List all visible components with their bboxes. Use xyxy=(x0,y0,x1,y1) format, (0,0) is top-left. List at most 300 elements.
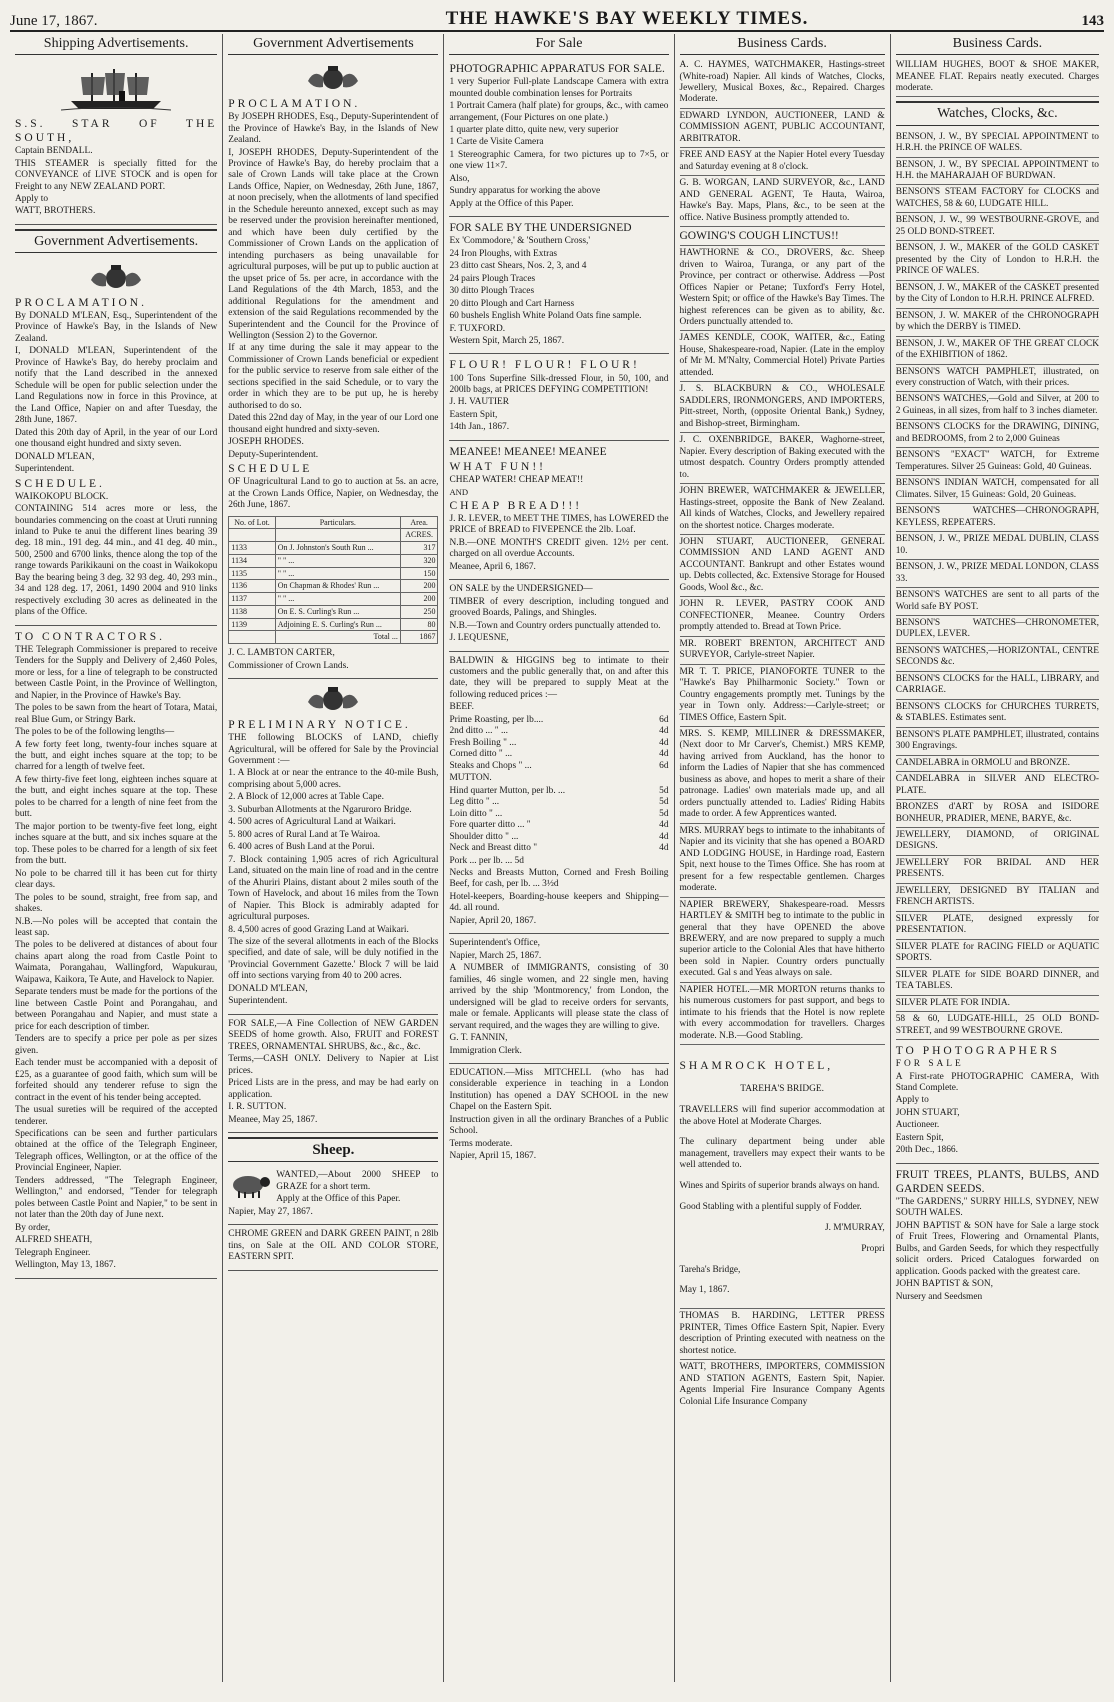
price-row xyxy=(449,715,668,726)
business-card-watt: WATT, BROTHERS, IMPORTERS, COMMISSION AND STATION AGENTS, Eastern Spit, Napier. Agents Imperial Fire Insurance Company Agents Colonial Life Insurance Company xyxy=(679,1362,885,1407)
shamrock-text: TRAVELLERS will find superior accommodation at the above Hotel at Moderate Charges. xyxy=(679,1105,885,1127)
list-item: 24 pairs Plough Traces xyxy=(449,273,536,284)
total-value: 1867 xyxy=(400,631,438,644)
schedule-title: SCHEDULE xyxy=(228,463,313,476)
fruit-sub: "The GARDENS," SURRY HILLS, SYDNEY, NEW SOUTH WALES. xyxy=(895,1196,1099,1219)
business-card: JOHN R. LEVER, PASTRY COOK AND CONFECTIONER, Meanee. Country Orders promptly attended to. Bread at Town Price. xyxy=(680,597,885,636)
garden-priced: Priced Lists are in the press, and may be had early on application. xyxy=(228,1078,439,1100)
price-item: Corned ditto " ... xyxy=(449,749,513,760)
area-cell: 150 xyxy=(400,567,438,580)
list-item: 24 Iron Ploughs, with Extras xyxy=(449,248,558,259)
price-value: 4d xyxy=(659,749,669,760)
steamship-icon xyxy=(61,65,171,113)
preliminary-item: 2. A Block of 12,000 acres at Table Cape. xyxy=(228,792,384,803)
price-row xyxy=(449,761,668,772)
proclamation-by: By JOSEPH RHODES, Esq., Deputy-Superintendent of the Province of Hawke's Bay, in the Islands of New Zealand. xyxy=(228,112,439,146)
contractors-l2: A few thirty-five feet long, eighteen inches square at the butt, and eight inches square at the top. These poles to be charred for a length of nine feet from the butt. xyxy=(15,774,218,820)
business-card: NAPIER HOTEL.—MR MORTON returns thanks to his numerous customers for past support, and begs to intimate to his friends that the Hotel is now replete with every accommodation for travellers. Charges moderate. N.B.—Good Stabling. xyxy=(680,983,885,1045)
lot-cell: 1134 xyxy=(229,554,275,567)
meanee-place: Meanee, April 6, 1867. xyxy=(449,561,536,572)
ad-chrome-green-paint xyxy=(228,1225,438,1270)
contractors-signature-title: Telegraph Engineer. xyxy=(15,1247,91,1258)
pork-line: Pork ... per lb. ... 5d xyxy=(449,855,524,866)
list-item: CANDELABRA in SILVER AND ELECTRO-PLATE. xyxy=(896,772,1099,800)
meanee-line: CHEAP WATER! CHEAP MEAT!! xyxy=(449,474,584,485)
price-value: 4d xyxy=(659,831,669,842)
table-header: No. of Lot. xyxy=(229,516,275,529)
business-card: MR T. T. PRICE, PIANOFORTE TUNER to the "Hawke's Bay Philharmonic Society." Town or Country engagements promptly met. Tunings by the year in Town only. Address:—Carlyle-street; or TIMES Office, Eastern Spit. xyxy=(680,665,885,727)
ploughs-place: Western Spit, March 25, 1867. xyxy=(449,336,565,347)
contractors-p1: The poles to be sawn from the heart of Totara, Matai, real Blue Gum, or Stringy Bark. xyxy=(15,703,218,725)
flour-signature: J. H. VAUTIER xyxy=(449,397,510,408)
proclamation-dated: Dated this 20th day of April, in the year of our Lord one thousand eight hundred and sixty seven. xyxy=(15,427,218,450)
price-value: 4d xyxy=(659,820,669,831)
table-row xyxy=(229,580,438,593)
price-item: Fore quarter ditto ... " xyxy=(449,820,531,831)
royal-crest-icon xyxy=(304,65,362,91)
proclamation-body-2: If at any time during the sale it may appear to the Commissioner of Crown Lands beneficial or expedient for the public service to reserve from sale either of the sections specified in the said Schedule, or to vary the order in which they are to be put up, he is hereby authorised to do so. xyxy=(228,343,439,411)
table-row xyxy=(229,554,438,567)
shamrock-signature-title: Propri xyxy=(861,1243,885,1254)
list-item: BENSON'S WATCHES—CHRONOGRAPH, KEYLESS, REPEATERS. xyxy=(896,504,1099,532)
column-5 xyxy=(891,34,1104,1682)
page-number: 143 xyxy=(1081,13,1104,29)
fruit-text: JOHN BAPTIST & SON have for Sale a large stock of Fruit Trees, Flowering and Ornamental Plants, Bulbs, and Garden Seeds, for which they respectfully solicit orders. Priced Catalogues forwarded on application. Goods packed with the greatest care. xyxy=(895,1220,1099,1277)
list-item: 30 ditto Plough Traces xyxy=(449,286,535,297)
preliminary-item: 6. 400 acres of Bush Land at the Porui. xyxy=(228,842,375,853)
business-card: MR. ROBERT BRENTON, ARCHITECT AND SURVEYOR, Carlyle-street Napier. xyxy=(680,637,885,665)
contractors-p4: The poles to be sound, straight, free from sap, and shakes. xyxy=(15,892,218,915)
price-item: Neck and Breast ditto " xyxy=(449,843,538,854)
photo-item: 1 quarter plate ditto, quite new, very superior xyxy=(449,124,619,135)
photog-sub: FOR SALE xyxy=(895,1059,964,1070)
list-item: SILVER PLATE, designed expressly for PRESENTATION. xyxy=(896,912,1099,940)
block-title: WAIKOKOPU BLOCK. xyxy=(15,491,109,502)
column-3 xyxy=(444,34,674,1682)
list-item: SILVER PLATE for SIDE BOARD DINNER, and TEA TABLES. xyxy=(896,968,1099,996)
list-item: BENSON'S PLATE PAMPHLET, illustrated, contains 300 Engravings. xyxy=(896,728,1099,756)
area-cell: 320 xyxy=(400,554,438,567)
table-row xyxy=(229,593,438,606)
photo-also: Also, xyxy=(449,173,470,184)
flour-date: 14th Jan., 1867. xyxy=(449,422,510,433)
photog-title: TO PHOTOGRAPHERS xyxy=(895,1045,1060,1058)
ad-garden-seeds xyxy=(228,1015,438,1133)
price-item: Prime Roasting, per lb.... xyxy=(449,714,544,725)
photog-apply: Apply to xyxy=(895,1095,929,1106)
meanee-line: MEANEE! MEANEE! MEANEE xyxy=(449,445,607,458)
contractors-signature: ALFRED SHEATH, xyxy=(15,1235,93,1246)
preliminary-item: 3. Suburban Allotments at the Ngaruroro Bridge. xyxy=(228,804,412,815)
ad-shamrock-hotel xyxy=(680,1045,885,1309)
immig-signature: G. T. FANNIN, xyxy=(449,1033,508,1044)
garden-place: Meanee, May 25, 1867. xyxy=(228,1114,318,1125)
preliminary-item: 7. Block containing 1,905 acres of rich Agricultural Land, situated on the main line of road and in the centre of the Ahuriri Plains, distant about 2 miles south of the Town of Havelock, and about 16 miles from the Town of Napier. This Block is admirably adapted for agricultural purposes. xyxy=(228,854,439,923)
price-row xyxy=(449,726,668,737)
preliminary-signature: DONALD M'LEAN, xyxy=(228,983,308,994)
price-row xyxy=(449,749,668,760)
list-item: SILVER PLATE for RACING FIELD or AQUATIC SPORTS. xyxy=(896,940,1099,968)
mutton-heading: MUTTON. xyxy=(449,773,492,784)
price-item: Steaks and Chops " ... xyxy=(449,760,532,771)
ship-title: S.S. STAR OF THE SOUTH, xyxy=(15,118,218,145)
ad-fruit-trees xyxy=(896,1164,1099,1309)
ship-body: THIS STEAMER is specially fitted for the CONVEYANCE of LIVE STOCK and is open for Freight to any NEW ZEALAND PORT. xyxy=(15,158,218,192)
ploughs-title: FOR SALE BY THE UNDERSIGNED xyxy=(449,222,632,235)
proclamation-signature-title: Superintendent. xyxy=(15,464,75,475)
price-row xyxy=(449,738,668,749)
list-item: SILVER PLATE FOR INDIA. xyxy=(896,996,1099,1012)
contractors-p8: Tenders are to specify a price per pole as per sizes given. xyxy=(15,1034,218,1056)
price-item: Loin ditto " ... xyxy=(449,808,503,819)
business-card-hughes: WILLIAM HUGHES, BOOT & SHOE MAKER, MEANEE FLAT. Repairs neatly executed. Charges moderate. xyxy=(896,58,1099,97)
total-label: Total ... xyxy=(275,631,400,644)
list-item: JEWELLERY, DESIGNED BY ITALIAN and FRENCH ARTISTS. xyxy=(896,884,1099,912)
business-card: JAMES KENDLE, COOK, WAITER, &c., Eating House, Shakespeare-road, Napier. (Late in the employ of Mr M. M'Nalty, Commercial Hotel) Private Parties attended. xyxy=(680,331,885,382)
contractors-l3: The major portion to be twenty-five feet long, eight inches square at the butt, and six inches square at the top. These poles to be charred for a length of six feet from the butt. xyxy=(15,821,218,867)
shamrock-text-3: Wines and Spirits of superior brands always on hand. xyxy=(679,1181,880,1192)
business-card: A. C. HAYMES, WATCHMAKER, Hastings-street (White-road) Napier. All kinds of Watches, Clocks, Jewellery, Musical Boxes, &c., Repaired. Charges Moderate. xyxy=(680,58,885,109)
photo-item: Sundry apparatus for working the above xyxy=(449,186,601,197)
schedule-intro: OF Unagricultural Land to go to auction at 5s. an acre, at the Crown Lands Office, Napier, on Wednesday, the 26th June, 1867. xyxy=(228,477,439,511)
shamrock-title: SHAMROCK HOTEL, xyxy=(679,1059,834,1072)
immig-date: Napier, March 25, 1867. xyxy=(449,950,542,961)
list-item: BENSON'S "EXACT" WATCH, for Extreme Temperatures. Silver 25 Guineas: Gold, 40 Guineas. xyxy=(896,448,1099,476)
business-card: JOHN BREWER, WATCHMAKER & JEWELLER, Hastings-street, opposite the Bank of New Zealand. All kinds of Watches, Clocks, and Jewellery repaired on the shortest notice. Charges moderate. xyxy=(680,484,885,535)
meanee-line: AND xyxy=(449,487,469,498)
contractors-title: TO CONTRACTORS. xyxy=(15,630,166,643)
lot-cell: 1136 xyxy=(229,580,275,593)
list-item: JEWELLERY, DIAMOND, of ORIGINAL DESIGNS. xyxy=(896,828,1099,856)
proclamation-body: I, DONALD M'LEAN, Superintendent of the Province of Hawke's Bay, do hereby proclaim and notify that the Land described in the annexed Schedule will be open for public selection under the Land Regulations now in force in this Province, at the Land Office, Napier on and after Tuesday, the 28th June, 1867. xyxy=(15,346,218,426)
business-card: J. S. BLACKBURN & CO., WHOLESALE SADDLERS, IRONMONGERS, AND IMPORTERS, Pitt-street, North, (opposite Oriental Bank,) Sydney, and Bishop-street, Birmingham. xyxy=(680,382,885,433)
list-item: CANDELABRA in ORMOLU and BRONZE. xyxy=(896,756,1099,772)
photo-item: 1 very Superior Full-plate Landscape Camera with extra mounted double combination lenses for Portraits xyxy=(449,77,669,99)
contractors-p12: Tenders addressed, "The Telegraph Engineer, Wellington," and endorsed, "Tender for telegraph poles between Castle Point and Napier," to be sent in not later than the 20th day of June next. xyxy=(15,1175,218,1221)
ad-to-contractors xyxy=(15,626,217,1279)
photog-date: 20th Dec., 1866. xyxy=(895,1145,958,1156)
immig-office: Superintendent's Office, xyxy=(449,938,541,949)
section-header-for-sale: For Sale xyxy=(449,34,668,55)
section-header-watches: Watches, Clocks, &c. xyxy=(896,101,1099,125)
price-item: Shoulder ditto " ... xyxy=(449,831,519,842)
shamrock-sub: TAREHA'S BRIDGE. xyxy=(740,1084,824,1095)
list-item: BENSON'S CLOCKS for the DRAWING, DINING, and BEDROOMS, from 2 to 2,000 Guineas xyxy=(896,420,1099,448)
proclamation-signature-title: Deputy-Superintendent. xyxy=(228,449,319,460)
ad-ploughs xyxy=(449,217,668,354)
list-item: BENSON, J. W., PRIZE MEDAL LONDON, CLASS 33. xyxy=(896,560,1099,588)
price-row xyxy=(449,820,668,831)
list-item: BENSON, J. W., BY SPECIAL APPOINTMENT to H.R.H. the PRINCE OF WALES. xyxy=(896,130,1099,158)
price-value: 5d xyxy=(659,808,669,819)
meanee-text: J. R. LEVER, to MEET THE TIMES, has LOWERED the PRICE of BREAD to FIVEPENCE the 2lb. Loaf. xyxy=(449,513,669,536)
ad-star-of-the-south xyxy=(15,58,217,225)
neck-line: Necks and Breasts Mutton, Corned and Fresh Boiling Beef, for cash, per lb. ... 3½d xyxy=(449,867,669,890)
lot-cell: 1137 xyxy=(229,593,275,606)
preliminary-item: 5. 800 acres of Rural Land at Te Wairoa. xyxy=(228,829,381,840)
area-cell: 250 xyxy=(400,605,438,618)
list-item: BENSON, J. W., 99 WESTBOURNE-GROVE, and 25 OLD BOND-STREET. xyxy=(896,213,1099,241)
immig-signature-title: Immigration Clerk. xyxy=(449,1045,522,1056)
list-item: BENSON'S CLOCKS for the HALL, LIBRARY, and CARRIAGE. xyxy=(896,672,1099,700)
proclamation-dated: Dated this 22nd day of May, in the year of our Lord one thousand eight hundred and sixty-seven. xyxy=(228,413,439,435)
particulars-cell: On J. Johnston's South Run ... xyxy=(275,542,400,555)
meanee-line: CHEAP BREAD!!! xyxy=(449,499,583,512)
area-cell: 200 xyxy=(400,580,438,593)
ad-proclamation-rhodes xyxy=(228,58,438,679)
shamrock-date: May 1, 1867. xyxy=(679,1285,730,1296)
table-row xyxy=(229,542,438,555)
garden-signature: I. R. SUTTON. xyxy=(228,1102,287,1113)
block-text: CONTAINING 514 acres more or less, the boundaries commencing on the coast at Uruti running inland to Puke te anui the different lines bearing 39 deg. 18 min., 191 deg. 44 min., and 41 deg. 40 min., 500, 2500 and 6700 links, thence along the top of the range towards Parikikauni on the coast in Waikokopu Bay the bearing being 3 deg. 32 93 deg. 40, 293 min., 34 and 128 deg. 17, 2061, 1490 2004 and 910 links respectively excluding 30 acres as delineated in the plans of the Office. xyxy=(15,504,218,618)
garden-title: FOR SALE,—A Fine Collection of NEW GARDEN SEEDS of home growth. Also, FRUIT and FOREST TREES, ORNAMENTAL SHRUBS, &c., &c., &c. xyxy=(228,1018,439,1052)
royal-crest-icon xyxy=(87,264,145,290)
particulars-cell: " " ... xyxy=(275,567,400,580)
list-item: 60 bushels English White Poland Oats fine sample. xyxy=(449,311,642,322)
butcher-intro: BALDWIN & HIGGINS beg to intimate to their customers and the public generally that, on and after this date, they will be prepared to supply Meat at the following reduced prices :— xyxy=(449,655,669,700)
price-value: 6d xyxy=(659,714,669,725)
ad-immigrants xyxy=(449,934,668,1064)
price-row xyxy=(449,797,668,808)
particulars-cell: " " ... xyxy=(275,593,400,606)
business-card: J. C. OXENBRIDGE, BAKER, Waghorne-street, Napier. Every description of Baking executed with the utmost despatch. Country Orders promptly attended to. xyxy=(680,433,885,484)
section-header-government-2: Government Advertisements xyxy=(228,34,438,55)
section-header-sheep: Sheep. xyxy=(228,1137,438,1162)
price-row xyxy=(449,832,668,843)
preliminary-item: 1. A Block at or near the entrance to the 40-mile Bush, comprising about 5,000 acres. xyxy=(228,768,439,790)
column-1 xyxy=(10,34,223,1682)
hotel-line: Hotel-keepers, Boarding-house keepers and Shipping—4d. all round. xyxy=(449,891,669,914)
list-item: BENSON, J. W., MAKER of the CASKET presented by the City of London to H.R.H. PRINCE ALFRED. xyxy=(896,281,1099,309)
table-header: Area. xyxy=(400,516,438,529)
business-card: GOWING'S COUGH LINCTUS!! xyxy=(680,227,885,246)
business-card: EDWARD LYNDON, AUCTIONEER, LAND & COMMISSION AGENT, PUBLIC ACCOUNTANT, ARBITRATOR. xyxy=(680,109,885,148)
preliminary-intro: THE following BLOCKS of LAND, chiefly Agricultural, will be offered for Sale by the Provincial Government :— xyxy=(228,733,439,766)
flour-title: FLOUR! FLOUR! FLOUR! xyxy=(449,359,640,372)
meanee-nb: N.B.—ONE MONTH'S CREDIT given. 12½ per cent. charged on all overdue Accounts. xyxy=(449,537,669,560)
royal-crest-icon xyxy=(304,686,362,712)
business-card: NAPIER BREWERY, Shakespeare-road. Messrs HARTLEY & SMITH beg to intimate to the public in general that they have OPENED the above BREWERY, and are now prepared to supply a much superior article to the Colonial Ales that have hitherto been sold in Napier. Country orders punctually executed. Gal s and Yeas always on sale. xyxy=(680,898,885,983)
newspaper-title: THE HAWKE'S BAY WEEKLY TIMES. xyxy=(445,8,809,29)
sheep-apply: Apply at the Office of this Paper. xyxy=(276,1194,401,1205)
butcher-place: Napier, April 20, 1867. xyxy=(449,915,537,926)
price-value: 5d xyxy=(659,785,669,796)
fruit-signature: JOHN BAPTIST & SON, xyxy=(895,1279,993,1290)
educ-text-2: Instruction given in all the ordinary Branches of a Public School. xyxy=(449,1114,669,1137)
column-4 xyxy=(675,34,891,1682)
contractors-order: By order, xyxy=(15,1222,51,1233)
ad-proclamation-mlean xyxy=(15,257,217,626)
price-value: 4d xyxy=(659,843,669,854)
proclamation-title: PROCLAMATION. xyxy=(15,297,147,309)
particulars-cell: On Chapman & Rhodes' Run ... xyxy=(275,580,400,593)
contractors-p10: The usual sureties will be required of the accepted tenderer. xyxy=(15,1105,218,1127)
proclamation-signature: JOSEPH RHODES. xyxy=(228,437,304,448)
list-item: BENSON'S WATCHES are sent to all parts of the World safe BY POST. xyxy=(896,588,1099,616)
price-value: 5d xyxy=(659,797,669,808)
price-value: 4d xyxy=(659,737,669,748)
table-row xyxy=(229,567,438,580)
list-item: BRONZES d'ART by ROSA and ISIDORE BONHEUR, PRADIER, MENE, BARYE, &c. xyxy=(896,800,1099,828)
newspaper-page xyxy=(10,8,1104,1684)
list-item: 23 ditto cast Shears, Nos. 2, 3, and 4 xyxy=(449,261,587,272)
proclamation-by: By DONALD M'LEAN, Esq., Superintendent of the Province of Hawke's Bay, in the Islands of New Zealand. xyxy=(15,311,218,344)
lot-cell: 1135 xyxy=(229,567,275,580)
contractors-p6: The poles to be delivered at distances of about four chains apart along the road from Castle Point to Waimata, Porangahau, Wallingford, Wapukurau, Waipawa, Kaikora, Te Aute, and Havelock to Napier. xyxy=(15,940,218,985)
photo-item: 1 Stereographic Camera, for two pictures up to 7×5, or one view 11×7. xyxy=(449,149,669,172)
table-row xyxy=(229,605,438,618)
preliminary-item: 8. 4,500 acres of good Grazing Land at Waikari. xyxy=(228,924,409,935)
table-header: Particulars. xyxy=(275,516,400,529)
section-header-government: Government Advertisements. xyxy=(15,229,217,253)
price-value: 4d xyxy=(659,726,669,737)
price-item: Fresh Boiling " ... xyxy=(449,737,517,748)
proclamation-title: PROCLAMATION. xyxy=(228,98,361,111)
lot-cell: 1138 xyxy=(229,605,275,618)
ad-sheep-wanted xyxy=(228,1166,438,1225)
contractors-place: Wellington, May 13, 1867. xyxy=(15,1260,116,1271)
photog-text: A First-rate PHOTOGRAPHIC CAMERA, With Stand Complete. xyxy=(895,1071,1099,1093)
list-item: BENSON'S WATCH PAMPHLET, illustrated, on every construction of Watch, with their prices. xyxy=(896,365,1099,393)
ad-preliminary-notice xyxy=(228,679,438,1015)
issue-date: June 17, 1867. xyxy=(10,13,98,29)
photo-apply: Apply at the Office of this Paper. xyxy=(449,198,574,209)
ad-timber xyxy=(449,580,668,651)
list-item: BENSON, J. W., PRIZE MEDAL DUBLIN, CLASS 10. xyxy=(896,532,1099,560)
lot-cell: 1133 xyxy=(229,542,275,555)
ship-captain: Captain BENDALL. xyxy=(15,146,93,157)
business-card: G. B. WORGAN, LAND SURVEYOR, &c., LAND AND GENERAL AGENT, Te Hauta, Wairoa, Hawke's Bay. Maps, Plans, &c., to be seen at the office. Native Business promptly attended to. xyxy=(680,176,885,227)
ship-apply: Apply to xyxy=(15,193,49,204)
contractors-p3: No pole to be charred till it has been cut for thirty clear days. xyxy=(15,868,218,891)
beef-heading: BEEF. xyxy=(449,702,474,713)
list-item: 58 & 60, LUDGATE-HILL, 25 OLD BOND-STREET, and 99 WESTBOURNE GROVE. xyxy=(896,1012,1099,1040)
list-item: BENSON'S WATCHES,—Gold and Silver, at 200 to 2 Guineas, in all sizes, from half to 3 inches diameter. xyxy=(896,392,1099,420)
preliminary-signature-title: Superintendent. xyxy=(228,996,288,1007)
timber-text: TIMBER of every description, including tongued and grooved Boards, Palings, and Shingles. xyxy=(449,596,669,619)
photog-place: Eastern Spit, xyxy=(895,1132,944,1143)
list-item: BENSON, J. W., MAKER of the GOLD CASKET presented by the City of London to H.R.H. the PRINCE OF WALES. xyxy=(896,241,1099,280)
list-item: BENSON, J. W., BY SPECIAL APPOINTMENT to H.H. the MAHARAJAH OF BURDWAN. xyxy=(896,158,1099,186)
business-card-harding: THOMAS B. HARDING, LETTER PRESS PRINTER, Times Office Eastern Spit, Napier. Every description of Printing executed with neatness on the shortest notice. xyxy=(680,1309,885,1360)
section-header-shipping: Shipping Advertisements. xyxy=(15,34,217,55)
area-cell: 200 xyxy=(400,593,438,606)
educ-terms: Terms moderate. xyxy=(449,1138,513,1149)
particulars-cell: On E. S. Curling's Run ... xyxy=(275,605,400,618)
contractors-p7: Separate tenders must be made for the portions of the line between Castle Point and Porangahau, and between Porangahau and Napier, and must state a price for each description of timber. xyxy=(15,987,218,1032)
contractors-p11: Specifications can be seen and further particulars obtained at the office of the Telegraph Engineer, Telegraph offices, Wellington, or at the office of the Provincial Engineer, Napier. xyxy=(15,1128,218,1174)
list-item: JEWELLERY FOR BRIDAL AND HER PRESENTS. xyxy=(896,856,1099,884)
timber-signature: J. LEQUESNE, xyxy=(449,633,509,644)
section-header-business-cards: Business Cards. xyxy=(680,34,885,55)
price-item: Leg ditto " ... xyxy=(449,797,500,808)
business-card: JOHN STUART, AUCTIONEER, GENERAL COMMISSION AND LAND AGENT AND ACCOUNTANT. Bankrupt and other Estates wound up. Debts collected, &c. Extensive Storage for Housed Goods, Wool &c., &c. xyxy=(680,535,885,597)
preliminary-item: 4. 500 acres of Agricultural Land at Waikari. xyxy=(228,817,396,828)
ad-photographic-apparatus xyxy=(449,58,668,217)
paint-text: CHROME GREEN and DARK GREEN PAINT, n 28lb tins, on Sale at the OIL AND COLOR STORE, EASTERN SPIT. xyxy=(228,1229,439,1263)
table-row xyxy=(229,618,438,631)
photog-signature-title: Auctioneer. xyxy=(895,1120,940,1131)
sheep-icon xyxy=(228,1171,272,1199)
shamrock-text-4: Good Stabling with a plentiful supply of Fodder. xyxy=(679,1202,862,1213)
sheep-place: Napier, May 27, 1867. xyxy=(228,1206,313,1217)
shamrock-place: Tareha's Bridge, xyxy=(679,1264,741,1275)
price-item: Hind quarter Mutton, per lb. ... xyxy=(449,785,566,796)
list-item: BENSON'S WATCHES,—HORIZONTAL, CENTRE SECONDS &c. xyxy=(896,644,1099,672)
sheep-title: WANTED,—About 2000 SHEEP to GRAZE for a short term. xyxy=(276,1170,439,1192)
column-2 xyxy=(223,34,444,1682)
contractors-p9: Each tender must be accompanied with a deposit of £25, as a guarantee of good faith, which sum will be forfeited should any tenderer refuse to sign the contract in the event of his tender being accepted. xyxy=(15,1058,218,1103)
flour-place: Eastern Spit, xyxy=(449,409,498,420)
price-row xyxy=(449,786,668,797)
contractors-intro: THE Telegraph Commissioner is prepared to receive Tenders for the Supply and Delivery of 2,460 Poles, more or less, for a line of telegraph to be constructed between Castle Point, in the Province of Wellington, and Napier, in the Province of Hawke's Bay. xyxy=(15,644,218,701)
list-item: BENSON, J. W., MAKER OF THE GREAT CLOCK of the EXHIBITION of 1862. xyxy=(896,337,1099,365)
photo-item: 1 Carte de Visite Camera xyxy=(449,137,544,148)
price-row xyxy=(449,809,668,820)
area-cell: 317 xyxy=(400,542,438,555)
business-card: HAWTHORNE & CO., DROVERS, &c. Sheep driven to Wairoa, Turanga, or any part of the Province, per contract or otherwise. Address —Post Offices Napier or Petane; Tuxford's Ferry Hotel, Western Spit; or office of the Hawke's Bay Times. The highest references can be given as to ability, &c. Orders punctually attended to. xyxy=(680,246,885,331)
ad-to-photographers xyxy=(896,1040,1099,1164)
list-item: BENSON'S WATCHES—CHRONOMETER, DUPLEX, LEVER. xyxy=(896,616,1099,644)
watches-list xyxy=(896,130,1099,1040)
list-item: BENSON'S INDIAN WATCH, compensated for all Climates. Silver, 15 Guineas: Gold, 20 Guineas. xyxy=(896,476,1099,504)
table-total-row xyxy=(229,631,438,644)
contractors-l1: A few forty feet long, twenty-four inches square at the butt, and eight inches square at the top; to be charred for a length of twelve feet. xyxy=(15,739,218,773)
proclamation-body: I, JOSEPH RHODES, Deputy-Superintendent of the Province of Hawke's Bay, do hereby proclaim that a sale of Crown Lands will take place at the Crown Lands Office, Napier, on Wednesday, 26th June, 1867, at noon precisely, when the allotments of land specified in the Schedule hereunto annexed, except such as may be reserved under the provision hereinafter mentioned, and which have been duly certified by the Commissioner of Crown Lands on the application of intending purchasers as being unavailable for agricultural purposes, will be put up to public auction at the upset price of 5s. per acre, in accordance with the Land Regulations of the 4th March, 1853, and the additional Regulations for the amendment and extension of the said Regulations recommended by the Superintendent and the Council for the Province of Wellington (Session 2) to the Governor. xyxy=(228,147,439,341)
price-value: 6d xyxy=(659,760,669,771)
list-item: BENSON'S STEAM FACTORY for CLOCKS and WATCHES, 58 & 60, LUDGATE HILL. xyxy=(896,185,1099,213)
particulars-cell: Adjoining E. S. Curling's Run ... xyxy=(275,618,400,631)
contractors-p5: N.B.—No poles will be accepted that contain the least sap. xyxy=(15,916,218,939)
timber-title: ON SALE by the UNDERSIGNED— xyxy=(449,584,593,595)
fruit-signature-title: Nursery and Seedsmen xyxy=(895,1291,983,1302)
shamrock-signature: J. M'MURRAY, xyxy=(824,1222,885,1233)
price-item: 2nd ditto ... " ... xyxy=(449,726,508,737)
ad-meanee-bread xyxy=(449,441,668,580)
schedule-title: SCHEDULE. xyxy=(15,477,105,490)
ploughs-signature: F. TUXFORD. xyxy=(449,323,506,334)
business-card: FREE AND EASY at the Napier Hotel every Tuesday and Saturday evening at 8 o'clock. xyxy=(680,148,885,176)
educ-place: Napier, April 15, 1867. xyxy=(449,1151,537,1162)
immig-text: A NUMBER of IMMIGRANTS, consisting of 30 families, 46 single women, and 22 single men, having arrived by the ship 'Montmorency,' from London, the undersigned will be glad to receive orders for servants, male or female. Applicants will please state the class of servant required, and the wages they are willing to give. xyxy=(449,963,669,1031)
section-header-business-cards-2: Business Cards. xyxy=(896,34,1099,55)
ad-education xyxy=(449,1064,668,1169)
lot-cell: 1139 xyxy=(229,618,275,631)
commissioner-title: Commissioner of Crown Lands. xyxy=(228,660,349,671)
masthead xyxy=(10,8,1104,32)
fruit-title: FRUIT TREES, PLANTS, BULBS, AND GARDEN SEEDS. xyxy=(895,1168,1099,1195)
ship-agent: WATT, BROTHERS. xyxy=(15,206,96,217)
preliminary-title: PRELIMINARY NOTICE. xyxy=(228,719,411,732)
ad-flour xyxy=(449,354,668,440)
particulars-cell: " " ... xyxy=(275,554,400,567)
flour-text: 100 Tons Superfine Silk-dressed Flour, in 50, 100, and 200lb bags, at PRICES DEFYING COMPETITION! xyxy=(449,373,669,395)
area-cell: 80 xyxy=(400,618,438,631)
list-item: BENSON, J. W. MAKER of the CHRONOGRAPH by which the DERBY is TIMED. xyxy=(896,309,1099,337)
photog-signature: JOHN STUART, xyxy=(895,1107,960,1118)
meanee-line: WHAT FUN!! xyxy=(449,460,546,473)
business-card: MRS. MURRAY begs to intimate to the inhabitants of Napier and its vicinity that she has opened a BOARD AND LODGING HOUSE, in Hardinge road, Eastern Spit, next house to the Times Office. She has room at present for a few respectable gentlemen. Charges moderate. xyxy=(680,824,885,898)
proclamation-signature: DONALD M'LEAN, xyxy=(15,451,95,462)
commissioner-signature: J. C. LAMBTON CARTER, xyxy=(228,648,335,659)
list-item: 20 ditto Plough and Cart Harness xyxy=(449,298,575,309)
preliminary-outro: The size of the several allotments in each of the Blocks specified, and date of sale, will be duly notified in the 'Provincial Government Gazette.' Block 7 will be laid off into sections varying from 40 to 200 acres. xyxy=(228,937,439,982)
price-row xyxy=(449,843,668,854)
garden-terms: Terms,—CASH ONLY. Delivery to Napier at List prices. xyxy=(228,1054,439,1076)
business-card: MRS. S. KEMP, MILLINER & DRESSMAKER, (Next door to Mr Carver's, Chemist.) MRS KEMP, having arrived from Auckland, has the honor to inform the Ladies of Napier that she has commenced business as above, and hopes to merit a share of their patronage. Ladies' own materials made up, and all orders punctually attended to. Ladies' Riding Habits made to order. A few Apprentices wanted. xyxy=(680,727,885,824)
area-unit: ACRES. xyxy=(400,529,438,542)
schedule-table xyxy=(228,516,438,645)
